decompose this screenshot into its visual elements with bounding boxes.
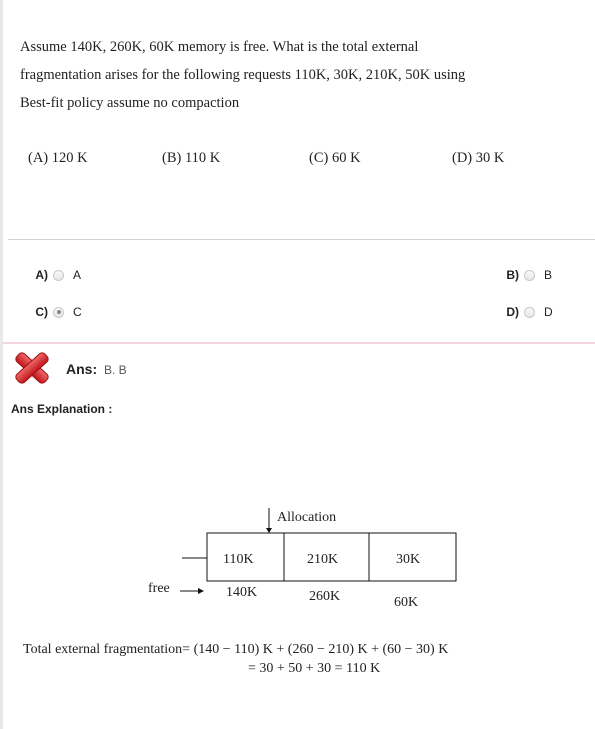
choice-b-label: B) xyxy=(506,268,519,282)
choice-d-label: D) xyxy=(506,305,519,319)
choice-b-text: B xyxy=(544,268,553,282)
wrong-x-icon xyxy=(12,349,52,387)
choice-a-text: A xyxy=(73,268,82,282)
formula-line-1: Total external fragmentation= (140 − 110) K + (260 − 210) K + (60 − 30) K xyxy=(23,642,449,657)
question-option-d: (D) 30 K xyxy=(452,150,505,166)
choice-b[interactable] xyxy=(497,268,552,282)
choice-a-label: A) xyxy=(35,268,48,282)
free-size-60k: 60K xyxy=(394,595,419,610)
block-30k: 30K xyxy=(396,552,421,567)
choice-d-text: D xyxy=(544,305,553,319)
question-line-1: Assume 140K, 260K, 60K memory is free. What is the total external xyxy=(20,39,419,55)
block-210k: 210K xyxy=(307,552,339,567)
result-divider xyxy=(3,342,595,344)
allocation-arrow-head xyxy=(266,528,272,533)
choice-d-radio[interactable] xyxy=(524,307,535,318)
question-option-a: (A) 120 K xyxy=(28,150,88,166)
allocation-label: Allocation xyxy=(277,510,337,525)
choice-c-text: C xyxy=(73,305,82,319)
free-size-260k: 260K xyxy=(309,589,341,604)
choice-a[interactable] xyxy=(26,268,81,282)
question-option-c: (C) 60 K xyxy=(309,150,361,166)
formula-line-2: = 30 + 50 + 30 = 110 K xyxy=(248,661,381,676)
free-arrow-head xyxy=(198,588,204,594)
choice-d[interactable] xyxy=(497,305,553,319)
choice-a-radio[interactable] xyxy=(53,270,64,281)
free-size-140k: 140K xyxy=(226,585,258,600)
choice-c[interactable] xyxy=(26,305,82,319)
block-110k: 110K xyxy=(223,552,254,567)
explanation-label: Ans Explanation : xyxy=(11,402,113,416)
left-border xyxy=(0,0,3,729)
question-line-2: fragmentation arises for the following requests 110K, 30K, 210K, 50K using xyxy=(20,67,466,83)
choice-c-label: C) xyxy=(35,305,48,319)
choice-c-radio[interactable] xyxy=(53,307,64,318)
answer-label: Ans: xyxy=(66,361,98,377)
answer-value: B. B xyxy=(104,363,127,377)
question-line-3: Best-fit policy assume no compaction xyxy=(20,95,240,111)
question-divider xyxy=(8,239,595,240)
question-option-b: (B) 110 K xyxy=(162,150,221,166)
choice-b-radio[interactable] xyxy=(524,270,535,281)
free-label: free xyxy=(148,581,170,596)
